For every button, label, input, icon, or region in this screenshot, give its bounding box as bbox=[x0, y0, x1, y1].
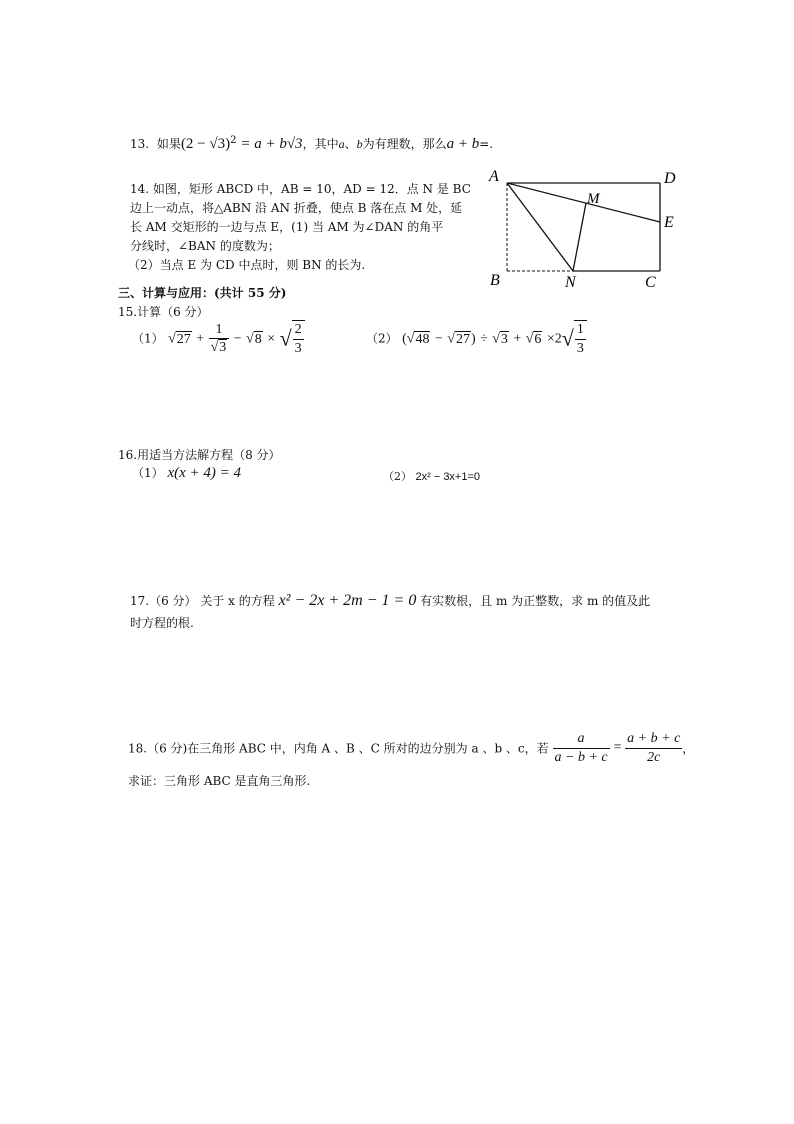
q15-p1-big-den: 3 bbox=[294, 340, 302, 356]
q16-title: 16.用适当方法解方程（8 分） bbox=[118, 448, 281, 462]
q17-line2: 时方程的根. bbox=[130, 616, 194, 630]
q14-line2: 边上一动点，将△ABN 沿 AN 折叠，使点 B 落在点 M 处，延 bbox=[130, 201, 463, 215]
q13-expr-right: = a + b√3 bbox=[240, 136, 303, 152]
q14-line3: 长 AM 交矩形的一边与点 E，(1) 当 AM 为∠DAN 的角平 bbox=[130, 220, 444, 234]
q18-line1 bbox=[128, 730, 694, 766]
q17-line1 bbox=[130, 592, 650, 610]
q15-p1-label: （1） bbox=[132, 331, 164, 346]
q15-p1-frac-num: 1 bbox=[209, 321, 230, 340]
label-a: A bbox=[489, 168, 499, 185]
q13-var-b: b bbox=[356, 137, 363, 151]
label-m: M bbox=[587, 191, 600, 207]
q18-frac1-num: a bbox=[553, 730, 610, 749]
q15-p2-big-frac bbox=[574, 320, 587, 357]
q15-p1-b: 8 bbox=[254, 331, 262, 347]
q14-line4: 分线时，∠BAN 的度数为； bbox=[130, 239, 280, 253]
label-e: E bbox=[664, 214, 674, 231]
q17-suffix: 有实数根，且 m 为正整数，求 m 的值及此 bbox=[420, 594, 651, 608]
q13-sep: 、 bbox=[344, 137, 357, 151]
q13-prefix: 如果 bbox=[156, 137, 181, 151]
q18-line2: 求证：三角形 ABC 是直角三角形. bbox=[128, 774, 311, 788]
q15-p2-plus: + bbox=[513, 331, 522, 347]
q18-frac1 bbox=[553, 730, 610, 766]
q15-p2-big-den: 3 bbox=[576, 340, 584, 356]
q15-part1: （1） √27 + $\frac{1}{√3}$ − √8 × √ $\frac{2}{3}$ bbox=[132, 320, 305, 357]
rectangle-figure bbox=[485, 165, 695, 295]
q13-ask: a + b bbox=[446, 136, 480, 152]
q15-p2-big-num: 1 bbox=[575, 321, 586, 340]
q18-frac1-den: a − b + c bbox=[554, 749, 608, 765]
q18-frac2 bbox=[625, 730, 682, 766]
q18-frac2-num: a + b + c bbox=[625, 730, 682, 749]
q15-p2-div: ÷ bbox=[480, 331, 488, 347]
q14-line1: 14. 如图，矩形 ABCD 中，AB = 10，AD = 12．点 N 是 BC bbox=[130, 182, 471, 196]
q16-p1-label: （1） bbox=[132, 466, 164, 480]
q13 bbox=[130, 135, 493, 153]
q15-p1-times: × bbox=[267, 331, 276, 347]
q16-p1-expr: x(x + 4) = 4 bbox=[167, 465, 242, 481]
q13-middle: ，其中 bbox=[302, 137, 339, 151]
q13-middle2: 为有理数，那么 bbox=[362, 137, 447, 151]
q16-p2-label: （2） bbox=[383, 470, 412, 483]
q15-p2-coef: 2 bbox=[554, 331, 562, 347]
q13-exp: 2 bbox=[230, 135, 237, 146]
segment-mn bbox=[573, 203, 586, 271]
q15-p1-plus: + bbox=[196, 331, 205, 347]
q16-part1 bbox=[132, 464, 241, 482]
q17-prefix: 17.（6 分） 关于 x 的方程 bbox=[130, 594, 275, 608]
q15-p1-minus: − bbox=[233, 331, 242, 347]
label-n: N bbox=[565, 274, 576, 291]
q15-p1-big-num: 2 bbox=[293, 321, 304, 340]
q17-eq: x² − 2x + 2m − 1 = 0 bbox=[278, 592, 417, 609]
q15-p2-a: 48 bbox=[415, 331, 430, 347]
q15-p1-a: 27 bbox=[176, 331, 191, 347]
q15-p2-times: × bbox=[546, 331, 555, 347]
q13-number: 13. bbox=[130, 137, 150, 151]
q13-expr-left: (2 − √3) bbox=[180, 136, 231, 152]
label-c: C bbox=[645, 274, 656, 291]
label-d: D bbox=[664, 170, 676, 187]
q15-part2: （2） (√48 − √27) ÷ √3 + √6 ×2√ $\frac{1}{3}$ bbox=[366, 320, 587, 357]
q15-p2-d: 6 bbox=[534, 331, 542, 347]
q15-p1-big-frac bbox=[292, 320, 305, 357]
q15-p2-open: ( bbox=[402, 331, 407, 347]
q18-prefix: 18.（6 分)在三角形 ABC 中，内角 A 、B 、C 所对的边分别为 a 、b 、c，若 bbox=[128, 741, 549, 756]
q15-p2-label: （2） bbox=[366, 331, 398, 346]
label-b: B bbox=[490, 272, 500, 289]
q13-suffix: =. bbox=[479, 137, 494, 151]
q18-frac2-den: 2c bbox=[647, 749, 661, 765]
q15-p1-frac: $\frac{1}{√3}$ bbox=[209, 321, 230, 357]
q15-p2-minus: − bbox=[434, 331, 443, 347]
q16-p2-expr: 2x² − 3x+1=0 bbox=[415, 471, 481, 483]
q15-title: 15.计算（6 分） bbox=[118, 305, 209, 319]
q13-var-a: a bbox=[338, 137, 345, 151]
q18-equals: = bbox=[613, 740, 622, 755]
q14-line5: （2）当点 E 为 CD 中点时，则 BN 的长为. bbox=[128, 258, 366, 272]
q15-p2-c: 3 bbox=[500, 331, 508, 347]
section-heading: 三、计算与应用：(共计 55 分) bbox=[118, 286, 287, 300]
q15-p2-b: 27 bbox=[455, 331, 470, 347]
q15-p2-close: ) bbox=[470, 331, 476, 347]
q15-p1-frac-den: 3 bbox=[219, 340, 227, 355]
segment-an bbox=[507, 183, 573, 271]
q16-part2 bbox=[383, 468, 480, 484]
q18-comma: ， bbox=[682, 741, 695, 756]
